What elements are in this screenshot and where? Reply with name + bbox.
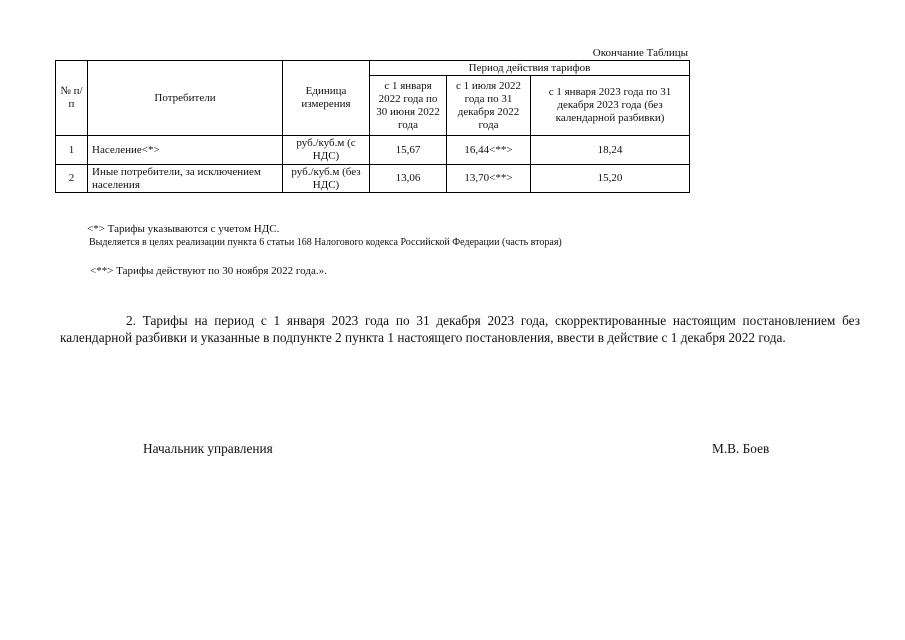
- row-value-period-3: 15,20: [531, 165, 690, 193]
- row-consumer: Население<*>: [88, 136, 283, 165]
- body-paragraph: 2. Тарифы на период с 1 января 2023 года по 31 декабря 2023 года, скорректированные настоящим постановлением без календарной разбивки и указанные в подпункте 2 пункта 1 настоящего постановления, ввести в действие с 1 декабря 2022 года.: [60, 313, 860, 345]
- header-period-3: с 1 января 2023 года по 31 декабря 2023 года (без календарной разбивки): [531, 76, 690, 136]
- table-header-row: [56, 61, 690, 76]
- header-period-1: с 1 января 2022 года по 30 июня 2022 года: [370, 76, 447, 136]
- row-value-period-1: 13,06: [370, 165, 447, 193]
- header-num: № п/п: [56, 61, 88, 136]
- row-num: 2: [56, 165, 88, 193]
- table-row: [56, 165, 690, 193]
- header-period-2: с 1 июля 2022 года по 31 декабря 2022 года: [447, 76, 531, 136]
- row-value-period-1: 15,67: [370, 136, 447, 165]
- row-unit: руб./куб.м (с НДС): [283, 136, 370, 165]
- tariff-table: [55, 60, 690, 193]
- footnote-tax-code: Выделяется в целях реализации пункта 6 статьи 168 Налогового кодекса Российской Федерации (часть вторая): [89, 237, 562, 248]
- header-consumers: Потребители: [88, 61, 283, 136]
- table-caption: Окончание Таблицы: [592, 47, 688, 59]
- row-value-period-3: 18,24: [531, 136, 690, 165]
- table-row: [56, 136, 690, 165]
- header-unit: Единица измерения: [283, 61, 370, 136]
- row-num: 1: [56, 136, 88, 165]
- row-value-period-2: 16,44<**>: [447, 136, 531, 165]
- footnote-validity: <**> Тарифы действуют по 30 ноября 2022 года.».: [90, 265, 327, 277]
- row-value-period-2: 13,70<**>: [447, 165, 531, 193]
- row-unit: руб./куб.м (без НДС): [283, 165, 370, 193]
- row-consumer: Иные потребители, за исключением населения: [88, 165, 283, 193]
- signature-name: М.В. Боев: [712, 441, 770, 456]
- signature-role: Начальник управления: [143, 441, 273, 456]
- footnote-vat: <*> Тарифы указываются с учетом НДС.: [87, 223, 280, 235]
- header-period-group: Период действия тарифов: [370, 61, 690, 76]
